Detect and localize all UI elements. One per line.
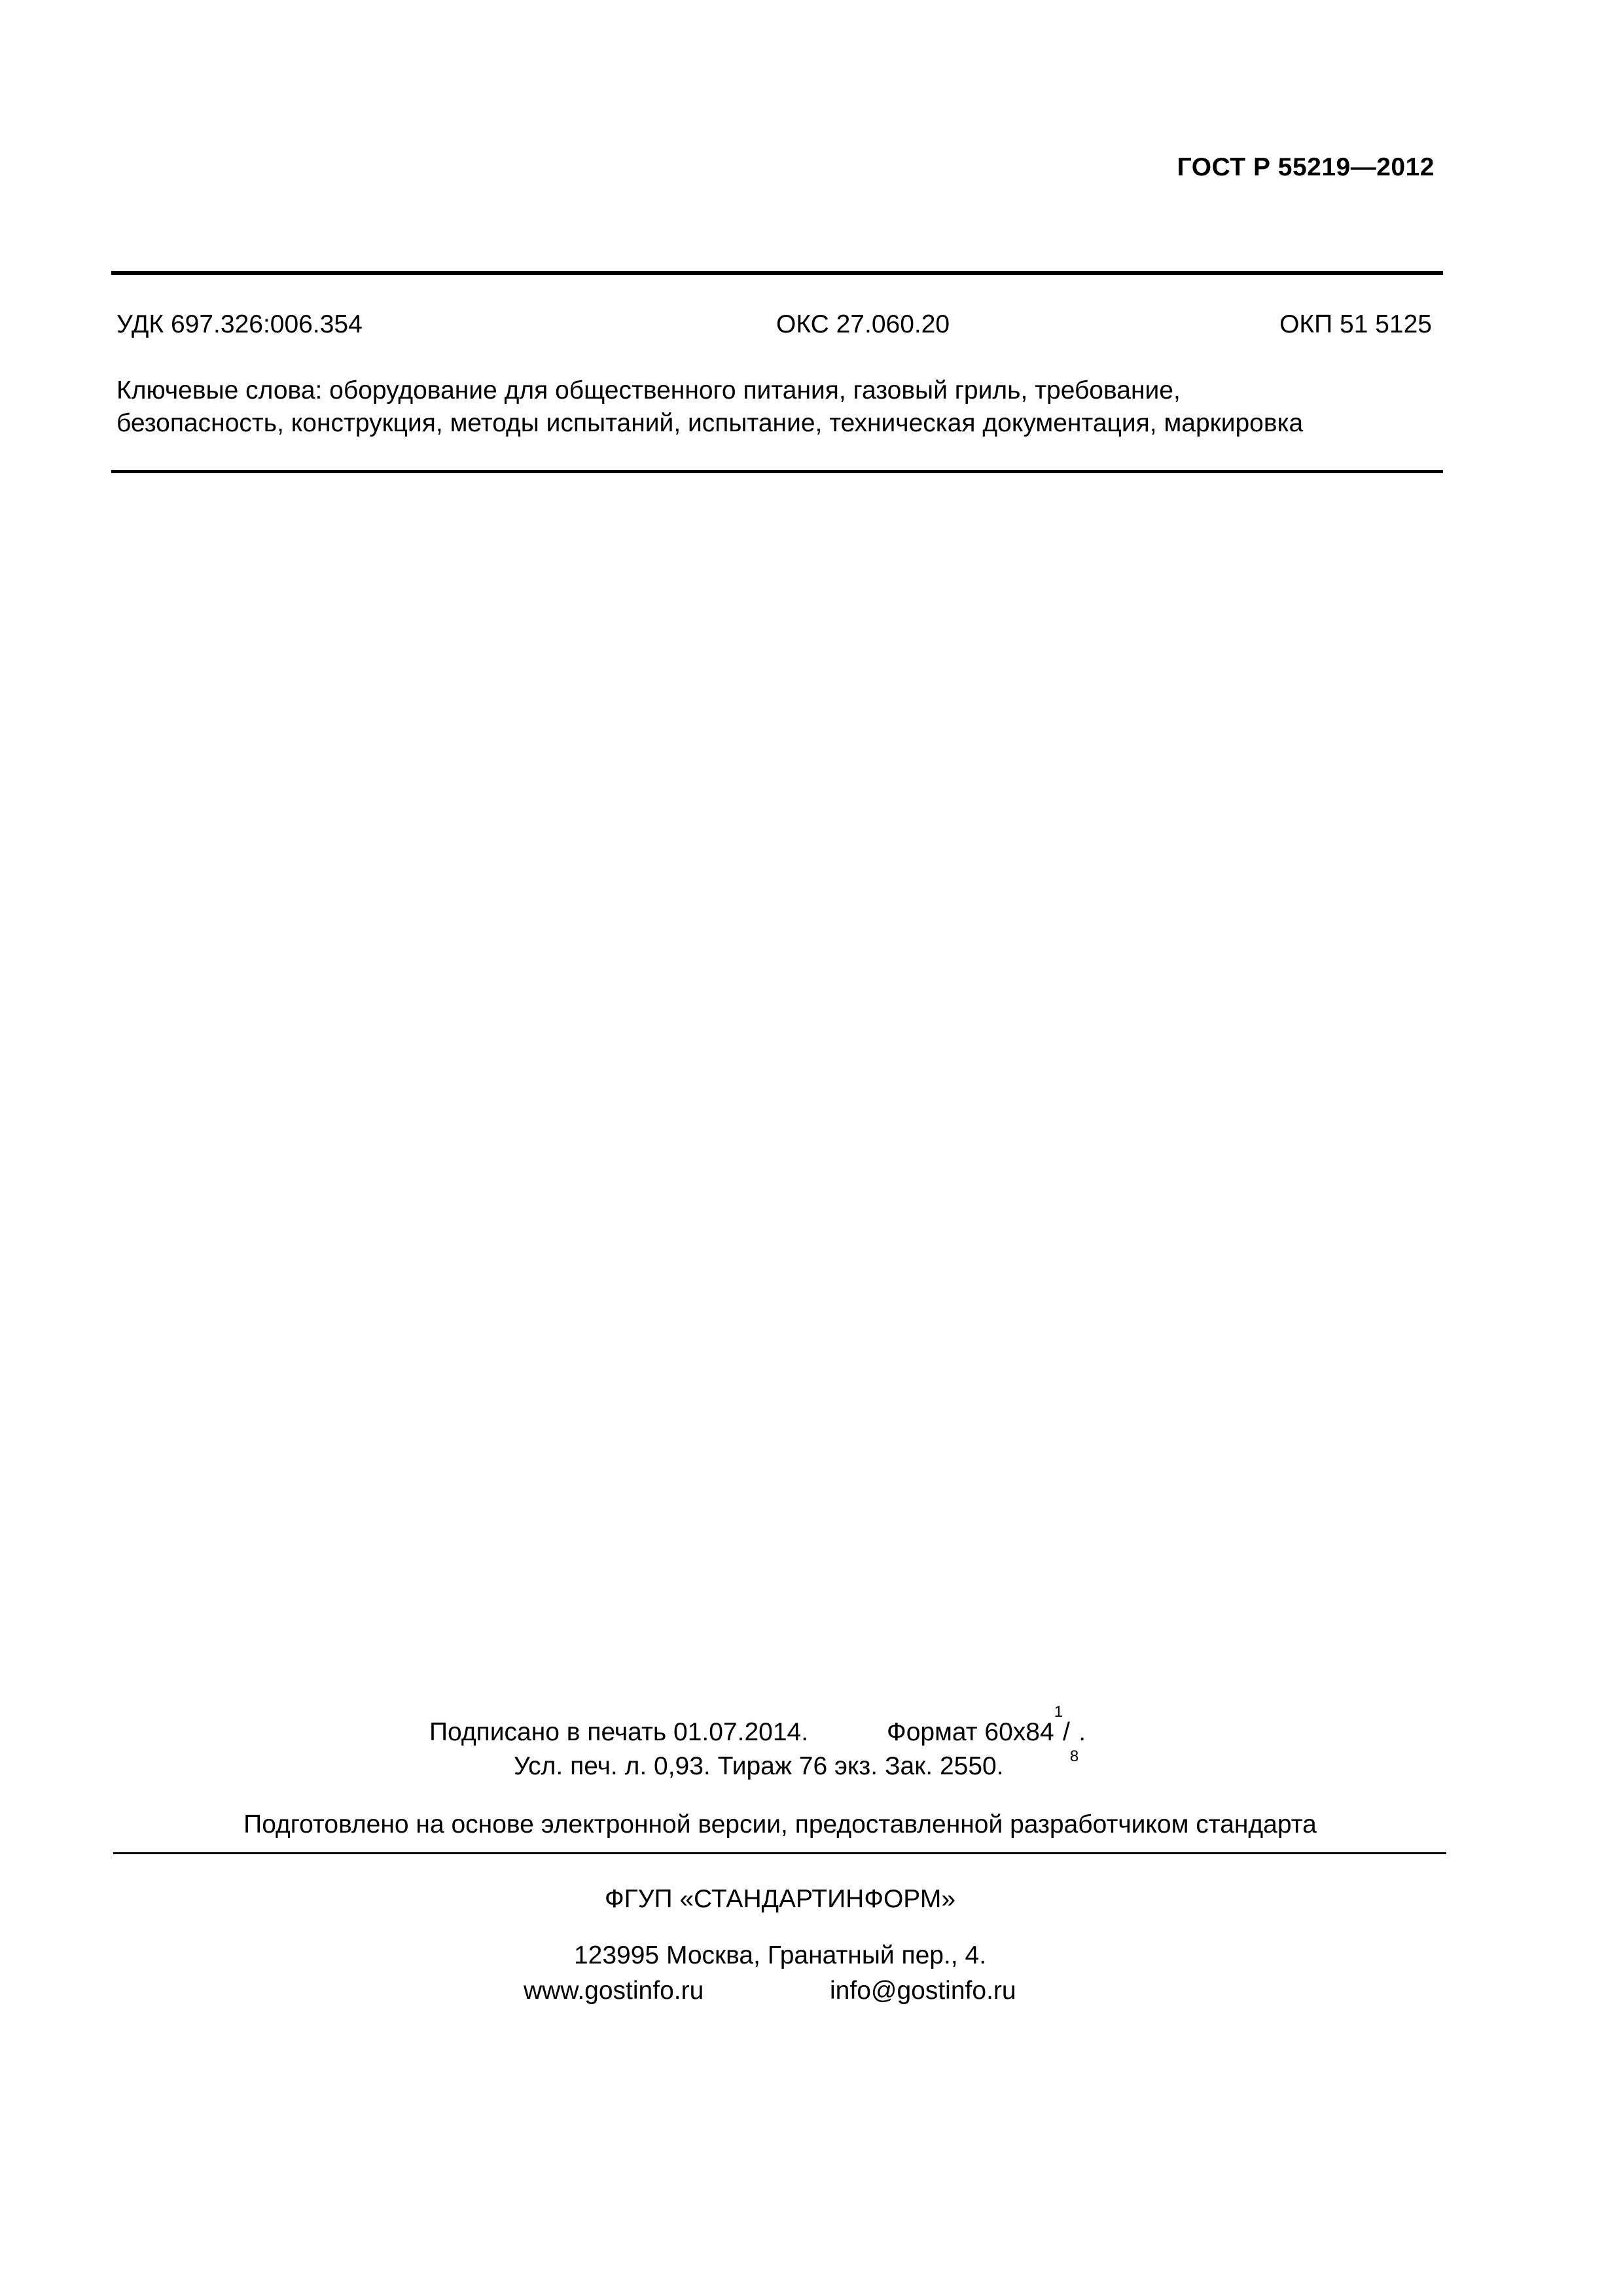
oks-code: ОКС 27.060.20	[776, 310, 950, 338]
okp-code: ОКП 51 5125	[1279, 310, 1432, 338]
imprint-line-1	[429, 1703, 1086, 1765]
format-suffix: .	[1079, 1718, 1086, 1746]
publisher-name	[0, 1885, 1623, 1914]
publisher-address-text: 123995 Москва, Гранатный пер., 4.	[573, 1941, 987, 1969]
keywords-divider	[111, 470, 1443, 473]
keywords-block	[116, 374, 1445, 440]
keywords-line-1: Ключевые слова: оборудование для общественного питания, газовый гриль, требование,	[116, 376, 1181, 404]
prepared-note	[0, 1810, 1623, 1839]
classification-row	[116, 310, 1432, 343]
website-link[interactable]: www.gostinfo.ru	[524, 1977, 704, 2005]
footer-divider	[113, 1852, 1446, 1854]
keywords-line-2: безопасность, конструкция, методы испытаний, испытание, техническая документация, маркировка	[116, 409, 1304, 437]
publisher-address	[0, 1941, 1623, 1970]
signed-date: Подписано в печать 01.07.2014.	[429, 1718, 809, 1746]
print-format: Формат $60х84^1/_8$.	[887, 1703, 1086, 1765]
format-denominator: 8	[1069, 1748, 1079, 1765]
udk-code: УДК 697.326:006.354	[116, 310, 363, 338]
publisher-name-text: ФГУП «СТАНДАРТИНФОРМ»	[604, 1885, 956, 1913]
top-divider	[111, 271, 1443, 275]
format-numerator: 1	[1054, 1703, 1063, 1721]
prepared-note-text: Подготовлено на основе электронной версии, предоставленной разработчиком стандарта	[243, 1810, 1317, 1839]
document-code: ГОСТ Р 55219—2012	[1177, 153, 1435, 181]
format-prefix: Формат 60х84	[887, 1718, 1054, 1746]
email-link[interactable]: info@gostinfo.ru	[830, 1977, 1016, 2005]
imprint-line-2: Усл. печ. л. 0,93. Тираж 76 экз. Зак. 2550.	[514, 1752, 1004, 1780]
